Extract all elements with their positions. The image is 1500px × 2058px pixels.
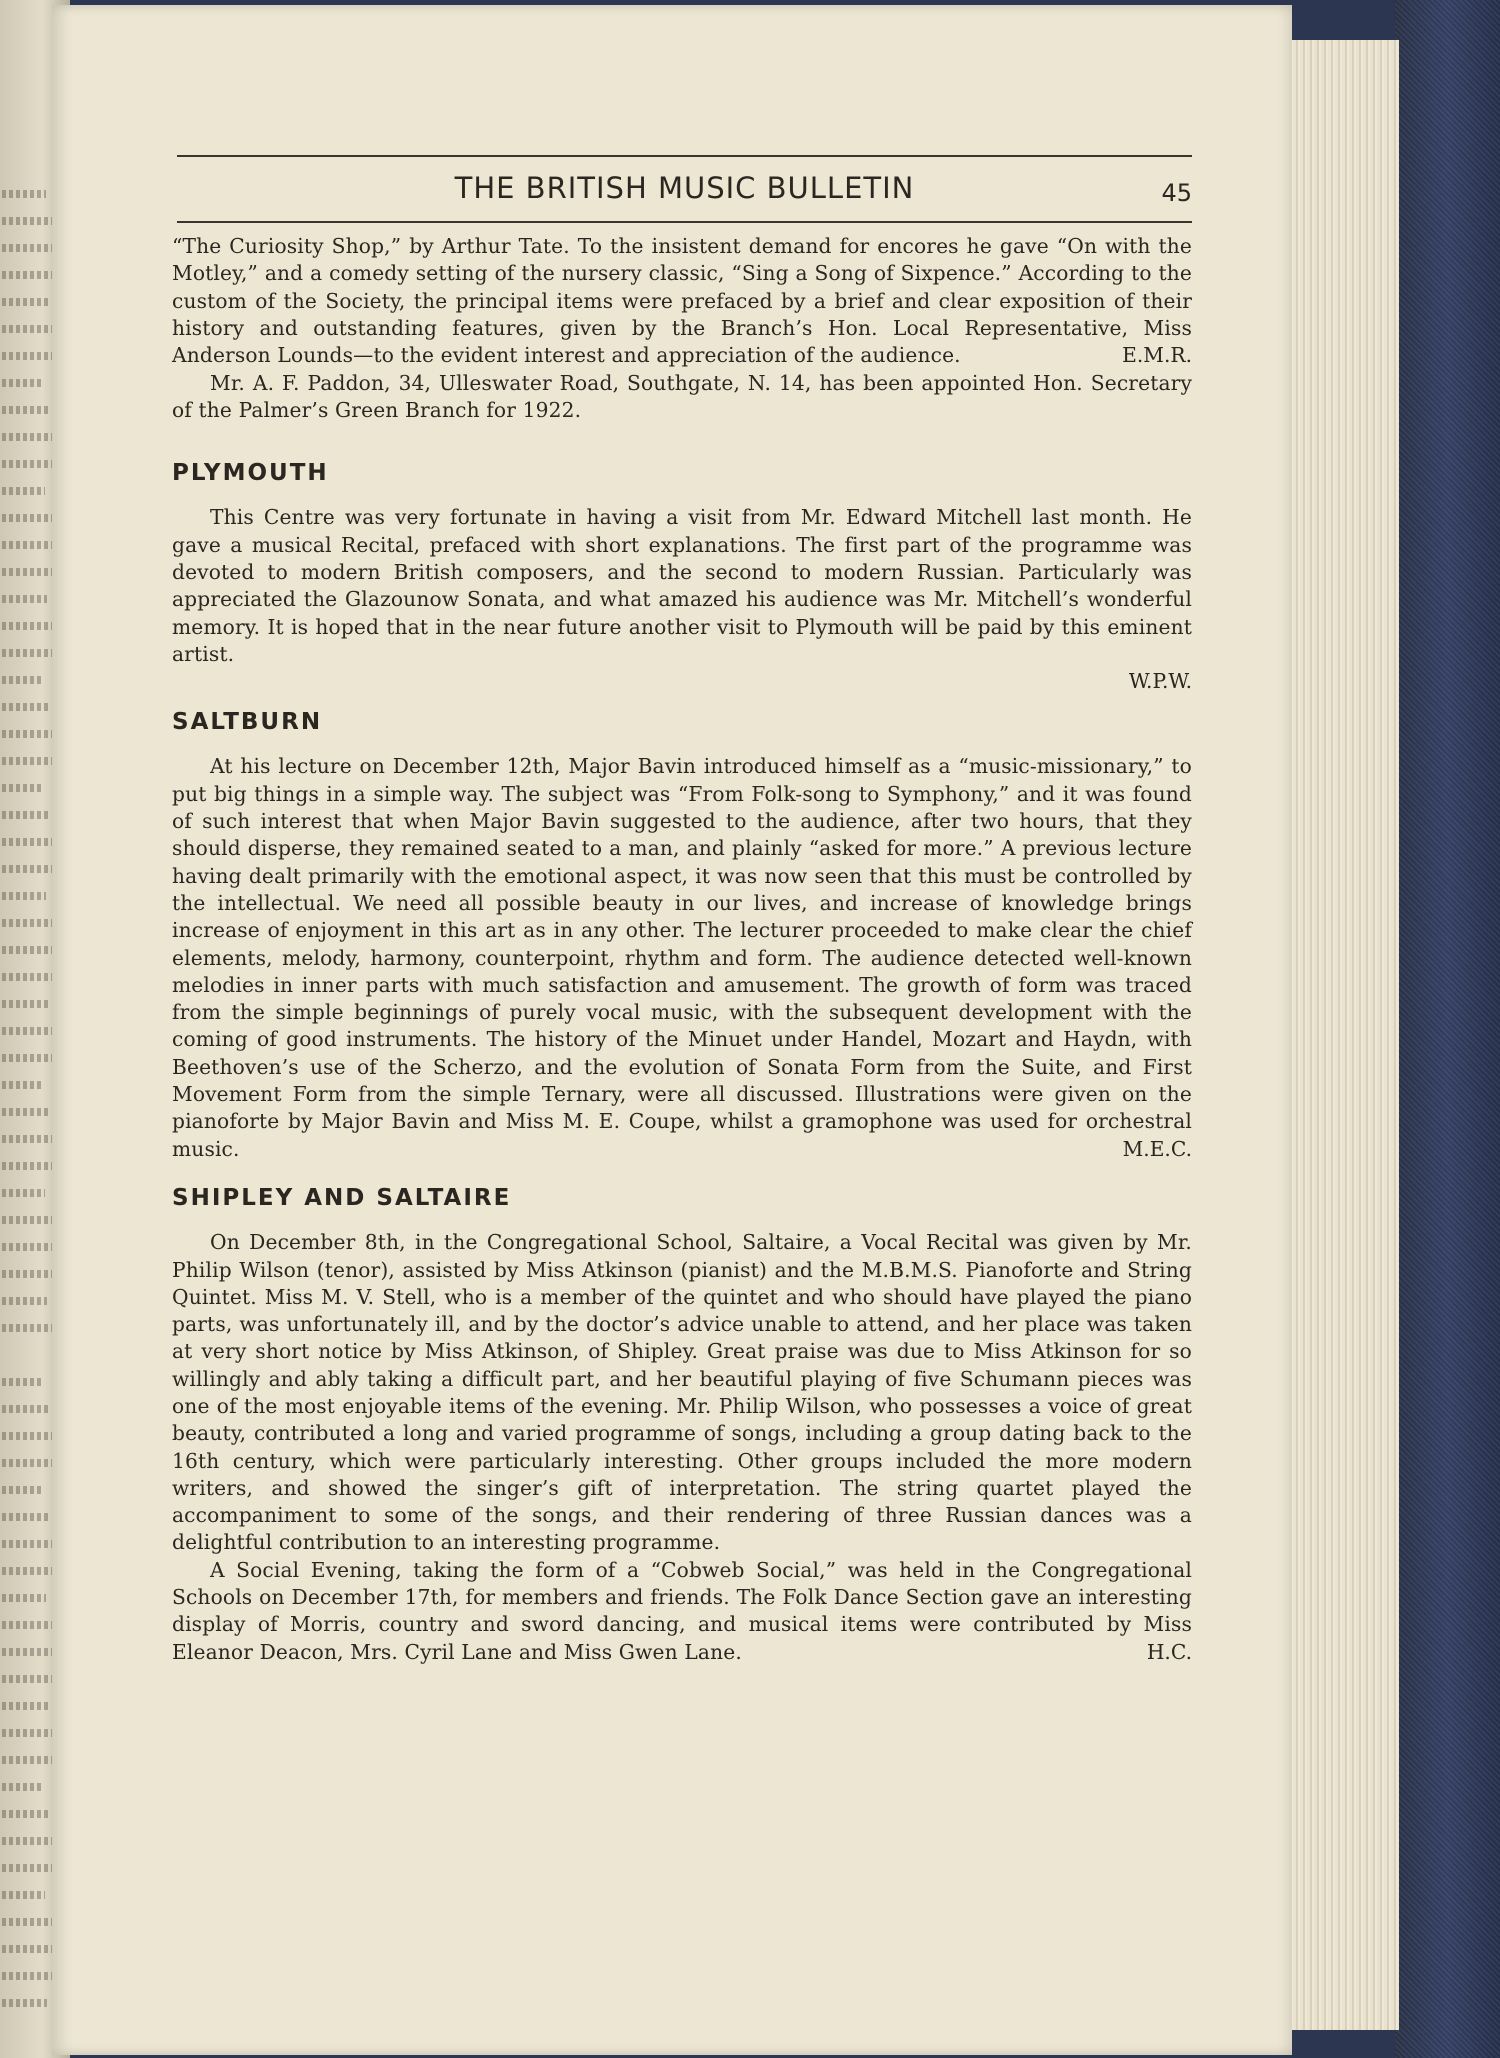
facing-page-text-fragment xyxy=(2,1702,48,1710)
page-edges xyxy=(1284,40,1399,2030)
facing-page-text-fragment xyxy=(2,703,49,711)
signature: H.C. xyxy=(1146,1639,1192,1664)
facing-page-text-fragment xyxy=(2,730,56,738)
facing-page-text-fragment xyxy=(2,1243,59,1251)
facing-page-text-fragment xyxy=(2,1945,59,1953)
section-paragraph: This Centre was very fortunate in having a visit from Mr. Edward Mitchell last month. He gave a musical Recital, prefaced with short explanations. The first part of the programme was devoted to modern British composers, and the second to modern Russian. Particularly was appreciated the Glazounow Sonata, and what amazed his audience was Mr. Mitchell’s wonderful memory. It is hoped that in the near future another visit to Plymouth will be paid by this eminent artist. xyxy=(172,505,1192,666)
facing-page-text-fragment xyxy=(2,1621,53,1629)
facing-page-text-fragment xyxy=(2,1000,48,1008)
section-paragraph: On December 8th, in the Congregational School, Saltaire, a Vocal Recital was given by Mr. Philip Wilson (tenor), assisted by Miss Atkinson (pianist) and the M.B.M.S. Pianoforte and String Quintet. Miss M. V. Stell, who is a member of the quintet and who should have played the piano parts, was unfortunately ill, and by the doctor’s advice unable to attend, and her place was taken at very short notice by Miss Atkinson, of Shipley. Great praise was due to Miss Atkinson for so willingly and ably taking a difficult part, and her beautiful playing of five Schumann pieces was one of the most enjoyable items of the evening. Mr. Philip Wilson, who possesses a voice of great beauty, contributed a long and varied programme of songs, including a group dating back to the 16th century, which were particularly interesting. Other groups included the more modern writers, and showed the singer’s gift of interpretation. The string quartet played the accompaniment to some of the songs, and their rendering of three Russian dances was a delightful contribution to an interesting programme. xyxy=(172,1230,1192,1555)
facing-page-text-fragment xyxy=(2,433,57,441)
facing-page-text-fragment xyxy=(2,1108,50,1116)
facing-page-text-fragment xyxy=(2,1540,58,1548)
facing-page-text-fragment xyxy=(2,217,53,225)
book-binding xyxy=(1395,0,1500,2058)
facing-page-text-fragment xyxy=(2,919,53,927)
running-header xyxy=(177,155,1192,223)
section-paragraph: At his lecture on December 12th, Major Bavin introduced himself as a “music-missionary,” to put big things in a simple way. The subject was “From Folk-song to Symphony,” and it was found of such interest that when Major Bavin suggested to the audience, after two hours, that they should disperse, they remained seated to a man, and plainly “asked for more.” A previous lecture having dealt primarily with the emotional aspect, it was now seen that this must be controlled by the intellectual. We need all possible beauty in our lives, and increase of knowledge brings increase of enjoyment in this art as in any other. The lecturer proceeded to make clear the chief elements, melody, harmony, counterpoint, rhythm and form. The audience detected well-known melodies in inner parts with much satisfaction and amusement. The growth of form was traced from the simple beginnings of purely vocal music, with the subsequent development with the coming of good instruments. The history of the Minuet under Handel, Mozart and Haydn, with Beethoven’s use of the Scherzo, and the evolution of Sonata Form from the Suite, and First Movement Form from the simple Ternary, were all discussed. Illustrations were given on the pianoforte by Major Bavin and Miss M. E. Coupe, whilst a gramophone was used for orchestral music. xyxy=(172,754,1192,1161)
facing-page-text-fragment xyxy=(2,811,51,819)
facing-page-text-fragment xyxy=(2,514,52,522)
signature: M.E.C. xyxy=(1122,1136,1192,1161)
facing-page-text-fragment xyxy=(2,1594,46,1602)
facing-page-text-fragment xyxy=(2,541,59,549)
facing-page-text-fragment xyxy=(2,1216,52,1224)
facing-page-text-fragment xyxy=(2,1918,52,1926)
facing-page-text-fragment xyxy=(2,1729,55,1737)
continued-article xyxy=(172,233,1192,424)
facing-page-text-fragment xyxy=(2,190,46,198)
facing-page-text-fragment xyxy=(2,838,58,846)
page-content xyxy=(172,155,1192,1666)
facing-page-text-fragment xyxy=(2,1486,44,1494)
book-page xyxy=(52,5,1292,2055)
facing-page-text-fragment xyxy=(2,622,54,630)
facing-page-text-fragment xyxy=(2,784,44,792)
facing-page-text-fragment xyxy=(2,595,47,603)
facing-page-text-fragment xyxy=(2,1135,57,1143)
facing-page-text-fragment xyxy=(2,298,48,306)
facing-page-text-fragment xyxy=(2,1891,45,1899)
facing-page-text-fragment xyxy=(2,1189,45,1197)
continued-paragraph: “The Curiosity Shop,” by Arthur Tate. To the insistent demand for encores he gave “On with the Motley,” and a comedy setting of the nursery classic, “Sing a Song of Sixpence.” According to the custom of the Society, the principal items were prefaced by a brief and clear exposition of their history and outstanding features, given by the Branch’s Hon. Local Representative, Miss Anderson Lounds—to the evident interest and appreciation of the audience. xyxy=(172,234,1192,368)
signature: E.M.R. xyxy=(1122,343,1192,368)
facing-page-text-fragment xyxy=(2,1324,54,1332)
facing-page-text-fragment xyxy=(2,1513,51,1521)
facing-page-text-fragment xyxy=(2,1999,47,2007)
facing-page-text-fragment xyxy=(2,1405,49,1413)
section-heading-plymouth: PLYMOUTH xyxy=(172,460,329,487)
facing-page-text-fragment xyxy=(2,1432,56,1440)
section-heading-saltburn: SALTBURN xyxy=(172,709,323,736)
appointment-note: Mr. A. F. Paddon, 34, Ulleswater Road, Southgate, N. 14, has been appointed Hon. Secretary of the Palmer’s Green Branch for 1922. xyxy=(172,370,1192,423)
facing-page-text-fragment xyxy=(2,1783,43,1791)
facing-page-text-fragment xyxy=(2,1081,43,1089)
facing-page-text-fragment xyxy=(2,1810,50,1818)
facing-page-text-fragment xyxy=(2,1297,47,1305)
facing-page-text-fragment xyxy=(2,487,45,495)
facing-page-text-fragment xyxy=(2,406,50,414)
section-paragraph: A Social Evening, taking the form of a “Cobweb Social,” was held in the Congregational Schools on December 17th, for members and friends. The Folk Dance Section gave an interesting display of Morris, country and sword dancing, and musical items were contributed by Miss Eleanor Deacon, Mrs. Cyril Lane and Miss Gwen Lane. xyxy=(172,1557,1192,1664)
facing-page-text-fragment xyxy=(2,676,42,684)
signature: W.P.W. xyxy=(1128,669,1192,694)
facing-page-text-fragment xyxy=(2,1027,55,1035)
facing-page-text-fragment xyxy=(2,1378,42,1386)
section-heading-shipley-and-saltaire: SHIPLEY AND SALTAIRE xyxy=(172,1185,512,1212)
facing-page-text-fragment xyxy=(2,1837,57,1845)
facing-page-text-fragment xyxy=(2,892,46,900)
facing-page-text-fragment xyxy=(2,379,43,387)
page-number: 45 xyxy=(1161,179,1192,207)
facing-page-text-fragment xyxy=(2,325,55,333)
journal-title: THE BRITISH MUSIC BULLETIN xyxy=(454,171,915,205)
